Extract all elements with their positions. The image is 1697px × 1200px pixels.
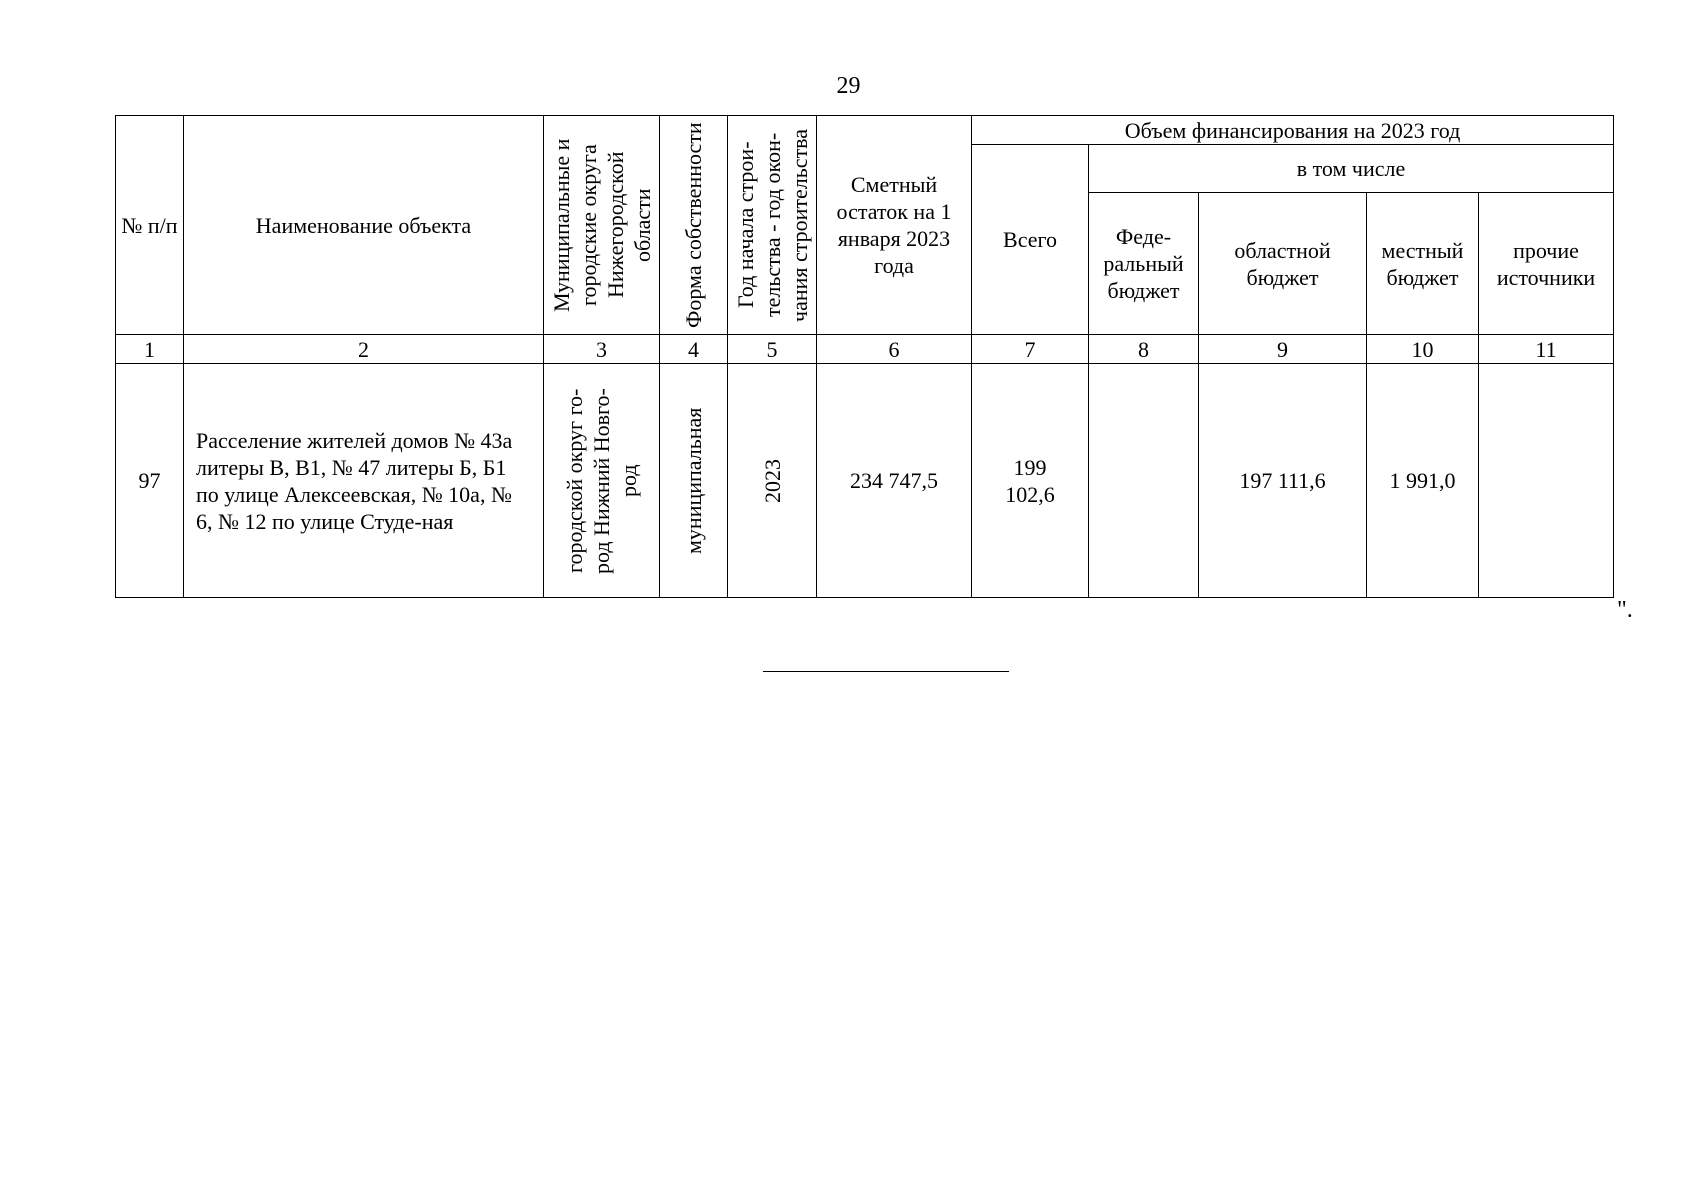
column-number-row — [116, 335, 1614, 364]
ownership-cell: муниципальная — [660, 364, 728, 598]
page-number: 29 — [836, 73, 861, 99]
column-number: 7 — [972, 335, 1089, 364]
column-number: 2 — [184, 335, 544, 364]
header-estimate-balance: Сметный остаток на 1 января 2023 года — [817, 116, 972, 335]
other-cell — [1479, 364, 1614, 598]
object-name: Расселение жителей домов № 43а литеры В, В1, № 47 литеры Б, Б1 по улице Алексеевская, № 10а, № 6, № 12 по улице Студе-ная — [184, 364, 544, 598]
row-number: 97 — [116, 364, 184, 598]
header-local: местный бюджет — [1367, 193, 1479, 335]
header-other: прочие источники — [1479, 193, 1614, 335]
regional-cell: 197 111,6 — [1199, 364, 1367, 598]
header-row-1 — [116, 116, 1614, 145]
table-row — [116, 364, 1614, 598]
district-cell: городской округ го-род Нижний Новго-род — [544, 364, 660, 598]
column-number: 4 — [660, 335, 728, 364]
header-total: Всего — [972, 145, 1089, 335]
column-number: 8 — [1089, 335, 1199, 364]
header-district: Муниципальные и городские округа Нижегородской области — [544, 116, 660, 335]
column-number: 6 — [817, 335, 972, 364]
header-object-name: Наименование объекта — [184, 116, 544, 335]
header-funding-group: Объем финансирования на 2023 год — [972, 116, 1614, 145]
column-number: 3 — [544, 335, 660, 364]
construction-years-cell: 2023 — [728, 364, 817, 598]
header-federal: Феде-ральный бюджет — [1089, 193, 1199, 335]
federal-cell — [1089, 364, 1199, 598]
header-including: в том числе — [1089, 145, 1614, 193]
column-number: 10 — [1367, 335, 1479, 364]
end-rule — [763, 671, 1009, 672]
column-number: 11 — [1479, 335, 1614, 364]
estimate-balance-cell: 234 747,5 — [817, 364, 972, 598]
header-ownership: Форма собственности — [660, 116, 728, 335]
column-number: 5 — [728, 335, 817, 364]
local-cell: 1 991,0 — [1367, 364, 1479, 598]
funding-table — [115, 115, 1614, 598]
header-number: № п/п — [116, 116, 184, 335]
total-cell: 199 102,6 — [972, 364, 1089, 598]
closing-quote: ". — [1617, 597, 1633, 623]
column-number: 9 — [1199, 335, 1367, 364]
header-construction-years: Год начала строи-тельства - год окон-чания строительства — [728, 116, 817, 335]
header-regional: областной бюджет — [1199, 193, 1367, 335]
column-number: 1 — [116, 335, 184, 364]
